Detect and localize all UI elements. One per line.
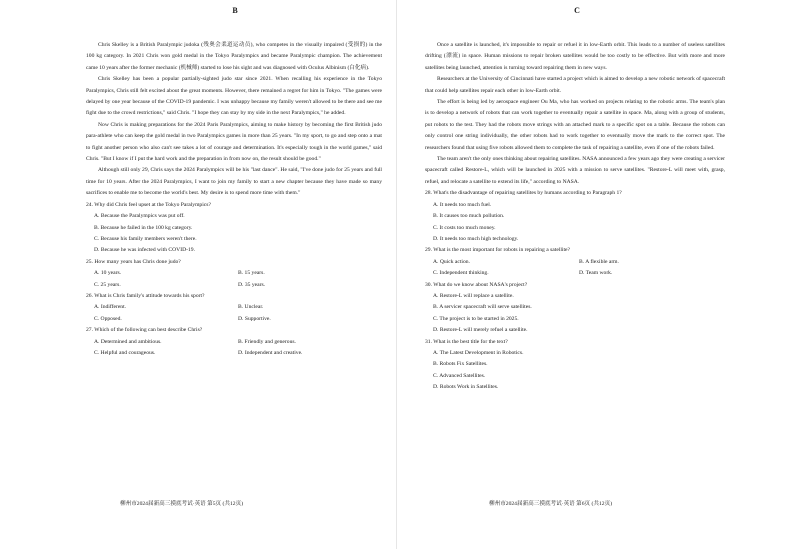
question-27-options-row-2 <box>86 348 382 359</box>
passage-b-paragraph-1: Chris Skelley is a British Paralympic judoka (残奥会柔道运动员), who competes in the visually impaired (受损的) in the 100 kg category. In 2021 Chris won gold medal in the Tokyo Paralympics and became Paralympic champion. The achievement came 10 years after the former mechanic (机械师) started to lose his sight and was diagnosed with Oculus Albinism (白化病). <box>86 42 382 71</box>
question-29-options-row-2 <box>425 268 725 279</box>
passage-c-paragraph-2: Researchers at the University of Cincinnati have started a project which is aimed to develop a new robotic network of spacecraft that could help satellites repair each other in low-Earth orbit. <box>425 76 725 94</box>
question-24-option-d: D. Because he was infected with COVID-19. <box>94 247 195 254</box>
question-28-option-c: C. It costs too much money. <box>433 224 496 231</box>
passage-c-paragraph-1: Once a satellite is launched, it's impossible to repair or refuel it in low-Earth orbit. This leads to a number of useless satellites drifting (漂流) in space. Human missions to repair broken satellites would be too costly to be effective. But with more and more satellites being launched, attention is turning toward repairing them in new ways. <box>425 42 725 71</box>
question-31-stem: 31. What is the best title for the text? <box>425 338 508 345</box>
right-page <box>397 0 794 549</box>
page-footer-left: 柳州市2024届新高三摸底考试·英语 第5页 (共12页) <box>120 501 244 507</box>
question-30-option-a: A. Restore-L will replace a satellite. <box>433 292 514 299</box>
question-28-option-b: B. It causes too much pollution. <box>433 213 505 220</box>
passage-b-paragraph-2: Chris Skelley has been a popular partially-sighted judo star since 2021. When recalling his experience in the Tokyo Paralympics, Chris still felt excited about the great moments. However, there remained a regret for him in Tokyo. "The games were delayed by one year because of the COVID-19 pandemic. I was unhappy because my family weren't allowed to be there and see me fight due to the crowd restrictions," said Chris. "I hope they can stay by my side in the next Paralympics," he added. <box>86 76 382 117</box>
question-26-option-b: B. Unclear. <box>238 304 264 311</box>
question-24-option-a: A. Because the Paralympics was put off. <box>94 213 185 220</box>
question-25-option-d: D. 35 years. <box>238 281 266 288</box>
section-letter-b: B <box>232 6 238 15</box>
question-24-option-b: B. Because he failed in the 100 kg category. <box>94 224 193 231</box>
question-29-option-c: C. Independent thinking. <box>433 270 489 277</box>
question-29-stem: 29. What is the most important for robots in repairing a satellite? <box>425 247 570 254</box>
question-25-stem: 25. How many years has Chris done judo? <box>86 258 181 265</box>
question-29-option-b: B. A flexible arm. <box>579 258 619 265</box>
passage-b <box>86 40 382 359</box>
question-26-option-d: D. Supportive. <box>238 315 271 322</box>
section-letter-c: C <box>574 6 580 15</box>
question-25-option-c: C. 25 years. <box>94 281 121 288</box>
question-31-option-c: C. Advanced Satellites. <box>433 372 486 379</box>
question-27-option-b: B. Friendly and generous. <box>238 338 296 345</box>
question-26-options-row-1 <box>86 302 382 313</box>
question-26-option-c: C. Opposed. <box>94 315 122 322</box>
question-29-option-d: D. Team work. <box>579 270 613 277</box>
question-24-option-c: C. Because his family members weren't there. <box>94 235 197 242</box>
question-30-stem: 30. What do we know about NASA's project? <box>425 281 528 288</box>
question-28-option-d: D. It needs too much high technology. <box>433 235 519 242</box>
question-25-option-b: B. 15 years. <box>238 270 265 277</box>
question-25-options-row-2 <box>86 280 382 291</box>
passage-b-paragraph-4: Although still only 29, Chris says the 2024 Paralympics will be his "last dance". He said, "I've done judo for 25 years and full time for 10 years. After the 2024 Paralympics, I want to join my family to start a new chapter because they have made so many sacrifices to enable me to become the world's best. My desire is to spend more time with them." <box>86 167 382 197</box>
question-24-stem: 24. Why did Chris feel upset at the Tokyo Paralympics? <box>86 201 211 208</box>
question-31-option-d: D. Robots Work in Satellites. <box>433 384 499 391</box>
question-27-options-row-1 <box>86 337 382 348</box>
passage-c-paragraph-4: The team aren't the only ones thinking about repairing satellites. NASA announced a few years ago they were creating a servicer spacecraft called Restore-L, which will be launched in 2025 with a mission to serve satellites. "Restore-L will meet with, grasp, refuel, and relocate a satellite to extend its life," according to NASA. <box>425 156 725 185</box>
question-26-options-row-2 <box>86 314 382 325</box>
question-29-options-row-1 <box>425 257 725 268</box>
question-30-option-c: C. The project is to be started in 2025. <box>433 315 519 322</box>
question-31-option-b: B. Robots Fix Satellites. <box>433 361 488 368</box>
question-27-option-a: A. Determined and ambitious. <box>94 338 162 345</box>
question-25-options-row-1 <box>86 268 382 279</box>
page-footer-right: 柳州市2024届新高三摸底考试·英语 第6页 (共12页) <box>489 501 613 507</box>
passage-b-paragraph-3: Now Chris is making preparations for the 2024 Paris Paralympics, aiming to make history by becoming the first British judo para-athlete who can keep the gold medal in two Paralympics games in more than 25 years. "In my sport, to go and step onto a mat to fight another person who also can't see takes a lot of courage and determination. It's especially tough in the world games," said Chris. "But I know if I put the hard work and the preparation in from now on, the result should be good." <box>86 121 382 163</box>
question-26-stem: 26. What is Chris family's attitude towards his sport? <box>86 292 205 299</box>
question-25-option-a: A. 10 years. <box>94 270 122 277</box>
question-27-option-d: D. Independent and creative. <box>238 349 303 356</box>
question-30-option-b: B. A servicer spacecraft will serve satellites. <box>433 304 532 311</box>
question-30-option-d: D. Restore-L will merely refuel a satellite. <box>433 327 528 334</box>
question-31-option-a: A. The Latest Development in Robotics. <box>433 349 524 356</box>
passage-c <box>425 40 725 394</box>
question-27-option-c: C. Helpful and courageous. <box>94 349 156 356</box>
question-29-option-a: A. Quick action. <box>433 258 470 265</box>
question-28-stem: 28. What's the disadvantage of repairing satellites by humans according to Paragraph 1? <box>425 190 622 197</box>
passage-c-paragraph-3: The effort is being led by aerospace engineer Ou Ma, who has worked on projects relating to the robotic arms. The team's plan is to develop a network of robots that can work together to eventually repair a satellite in space. Ma, along with a group of students, put robots to the test. They had the robots move strings with an attached mark to a specific spot on a table. Because the robots can only control one string individually, the other robots had to work together to eventually move the mark to the correct spot. The researchers found that using five robots allowed them to complete the task of repairing a satellite, even if one of the robots failed. <box>425 99 725 151</box>
question-27-stem: 27. Which of the following can best describe Chris? <box>86 327 203 334</box>
question-26-option-a: A. Indifferent. <box>94 304 127 311</box>
question-28-option-a: A. It needs too much fuel. <box>433 201 492 208</box>
